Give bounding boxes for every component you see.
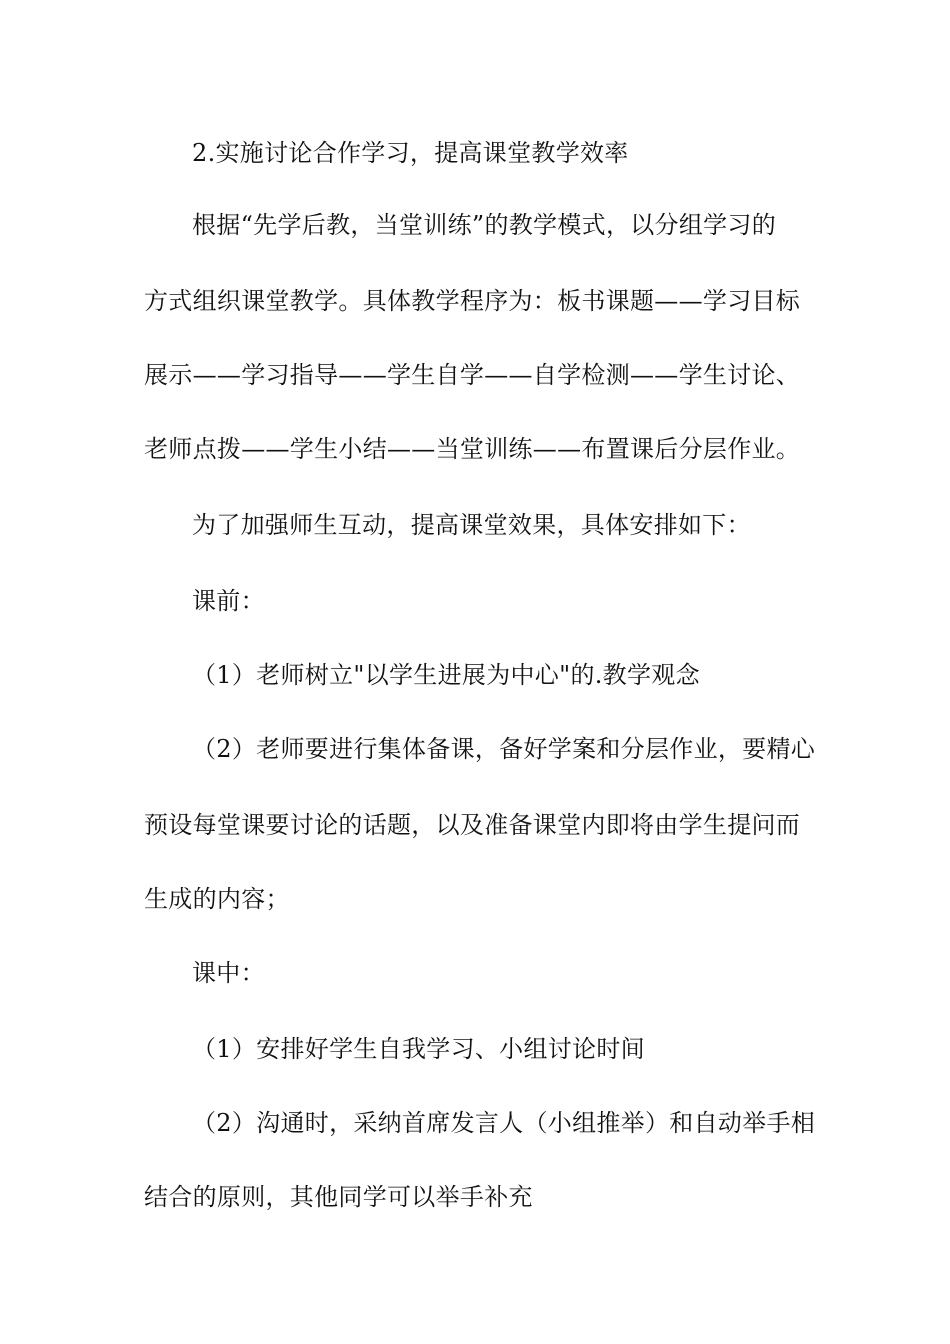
list-item: （1）安排好学生自我学习、小组讨论时间: [192, 1035, 645, 1063]
paragraph-line: 生成的内容；: [144, 885, 290, 913]
paragraph-line: 展示——学习指导——学生自学——自学检测——学生讨论、: [144, 361, 801, 389]
paragraph-line: 结合的原则，其他同学可以举手补充: [144, 1183, 533, 1211]
section-heading: 2.实施讨论合作学习，提高课堂教学效率: [192, 139, 629, 167]
paragraph-line: 为了加强师生互动，提高课堂效果，具体安排如下：: [192, 511, 751, 539]
paragraph-line: 根据“先学后教，当堂训练”的教学模式，以分组学习的: [192, 211, 777, 239]
list-item: （1）老师树立"以学生进展为中心"的.教学观念: [192, 661, 700, 689]
subsection-label: 课前：: [192, 587, 265, 615]
paragraph-line: 预设每堂课要讨论的话题，以及准备课堂内即将由学生提问而: [144, 811, 801, 839]
paragraph-line: 方式组织课堂教学。具体教学程序为：板书课题——学习目标: [144, 287, 801, 315]
paragraph-line: 老师点拨——学生小结——当堂训练——布置课后分层作业。: [144, 435, 801, 463]
list-item: （2）老师要进行集体备课，备好学案和分层作业，要精心: [192, 735, 816, 763]
list-item: （2）沟通时，采纳首席发言人（小组推举）和自动举手相: [192, 1109, 816, 1137]
subsection-label: 课中：: [192, 959, 265, 987]
